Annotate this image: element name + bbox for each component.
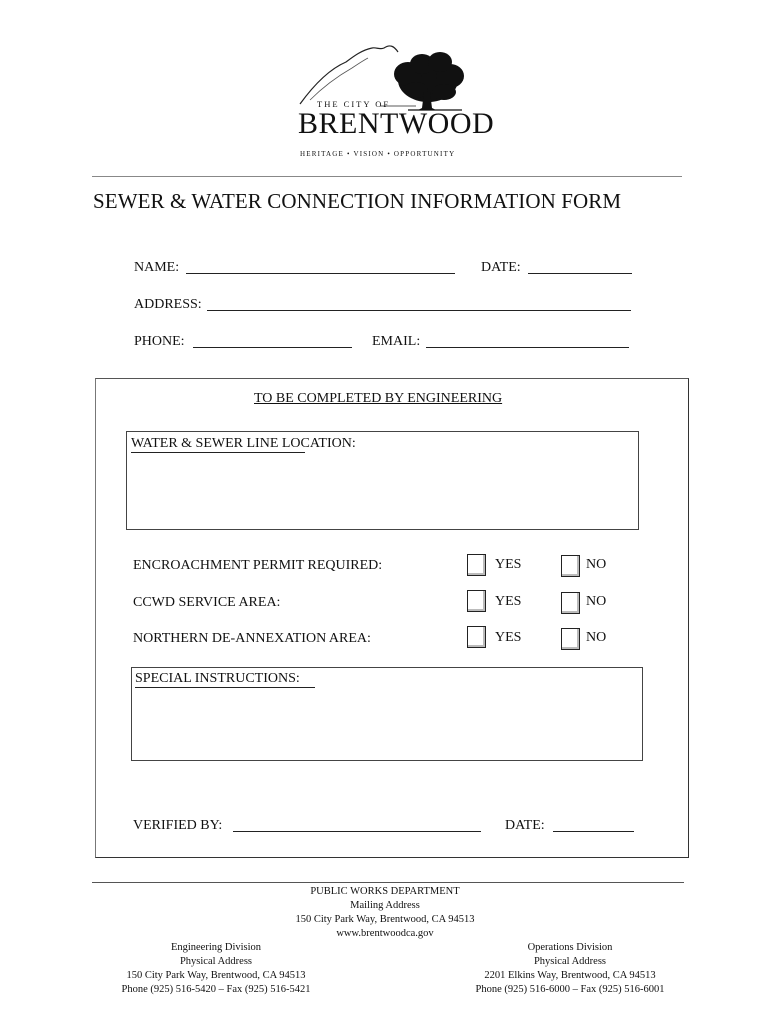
ccwd-yes-checkbox[interactable] <box>467 590 486 612</box>
location-label-underline <box>131 452 305 453</box>
deannexation-label: NORTHERN DE-ANNEXATION AREA: <box>133 631 371 646</box>
encroachment-yes-label: YES <box>495 557 522 572</box>
verified-by-field[interactable] <box>233 831 481 832</box>
ccwd-yes-label: YES <box>495 594 522 609</box>
form-title: SEWER & WATER CONNECTION INFORMATION FORM <box>93 189 622 213</box>
encroachment-label: ENCROACHMENT PERMIT REQUIRED: <box>133 558 383 573</box>
ccwd-label: CCWD SERVICE AREA: <box>133 595 281 610</box>
encroachment-yes-checkbox[interactable] <box>467 554 486 576</box>
address-field[interactable] <box>207 310 631 311</box>
logo-city-name: BRENTWOOD <box>298 107 495 140</box>
deannexation-yes-label: YES <box>495 630 522 645</box>
email-label: EMAIL: <box>372 334 421 349</box>
ccwd-no-label: NO <box>586 594 607 609</box>
footer-mailing-label: Mailing Address <box>350 900 420 911</box>
special-instructions-underline <box>135 687 315 688</box>
encroachment-no-label: NO <box>586 557 607 572</box>
verified-date-field[interactable] <box>553 831 634 832</box>
phone-field[interactable] <box>193 347 352 348</box>
email-field[interactable] <box>426 347 629 348</box>
logo-tagline: HERITAGE • VISION • OPPORTUNITY <box>300 150 456 158</box>
deannexation-yes-checkbox[interactable] <box>467 626 486 648</box>
verified-by-label: VERIFIED BY: <box>133 818 223 833</box>
tree-icon <box>394 52 464 110</box>
deannexation-no-checkbox[interactable] <box>561 628 580 650</box>
operations-division-name: Operations Division <box>527 942 613 953</box>
logo-city-line: THE CITY OF <box>317 99 391 109</box>
name-field[interactable] <box>186 273 455 274</box>
special-instructions-label: SPECIAL INSTRUCTIONS: <box>135 671 300 686</box>
engineering-heading: TO BE COMPLETED BY ENGINEERING <box>254 391 503 406</box>
phone-label: PHONE: <box>134 334 185 349</box>
header-rule <box>92 176 682 177</box>
engineering-division-label: Physical Address <box>179 956 253 967</box>
address-label: ADDRESS: <box>134 297 202 312</box>
encroachment-no-checkbox[interactable] <box>561 555 580 577</box>
deannexation-no-label: NO <box>586 630 607 645</box>
footer-website[interactable]: www.brentwoodca.gov <box>336 928 434 939</box>
footer-mailing-address: 150 City Park Way, Brentwood, CA 94513 <box>295 914 475 925</box>
location-label: WATER & SEWER LINE LOCATION: <box>131 436 356 451</box>
footer-rule <box>92 882 684 883</box>
ccwd-no-checkbox[interactable] <box>561 592 580 614</box>
name-label: NAME: <box>134 260 180 275</box>
engineering-division-address: 150 City Park Way, Brentwood, CA 94513 <box>126 970 306 981</box>
mountain-inner-line <box>310 58 368 100</box>
date-field[interactable] <box>528 273 632 274</box>
operations-division-address: 2201 Elkins Way, Brentwood, CA 94513 <box>484 970 656 981</box>
operations-division-label: Physical Address <box>533 956 607 967</box>
footer-department: PUBLIC WORKS DEPARTMENT <box>310 886 460 897</box>
verified-date-label: DATE: <box>505 818 545 833</box>
date-label: DATE: <box>481 260 521 275</box>
engineering-division-contact: Phone (925) 516-5420 – Fax (925) 516-5421 <box>121 984 311 995</box>
operations-division-contact: Phone (925) 516-6000 – Fax (925) 516-6001 <box>475 984 665 995</box>
engineering-division-name: Engineering Division <box>170 942 262 953</box>
